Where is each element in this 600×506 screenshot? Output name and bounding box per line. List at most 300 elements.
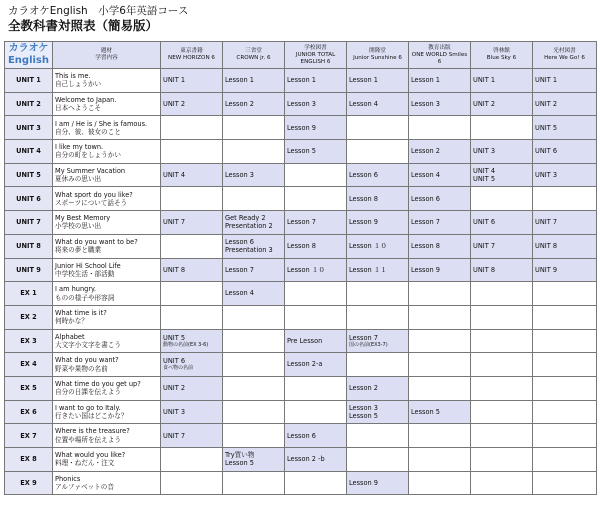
lesson-label: UNIT 3	[473, 147, 496, 156]
lesson-label: Lesson 1	[287, 76, 316, 85]
table-row	[5, 376, 597, 400]
lesson-label: Lesson 9	[349, 478, 378, 487]
lesson-cell	[223, 69, 285, 93]
logo-bottom: English	[7, 55, 50, 66]
lesson-label: Lesson 4	[411, 170, 440, 179]
lesson-label: Lesson １１	[349, 265, 387, 274]
lesson-cell	[471, 400, 533, 424]
topic-cell	[53, 424, 161, 448]
topic-english: What time is it?	[55, 309, 107, 318]
lesson-label: UNIT 8	[473, 265, 496, 274]
lesson-label: UNIT 2	[473, 99, 496, 108]
topic-japanese: 自分の町をしょうかい	[55, 151, 121, 160]
content-label: 学習内容	[95, 55, 118, 61]
table-row	[5, 282, 597, 306]
lesson-label: UNIT 4	[163, 170, 186, 179]
topic-english: I am / He is / She is famous.	[55, 119, 148, 128]
lesson-label: UNIT 1	[473, 76, 496, 85]
lesson-cell	[533, 471, 597, 495]
lesson-cell	[533, 376, 597, 400]
lesson-cell	[161, 424, 223, 448]
lesson-label: UNIT 6	[163, 357, 186, 366]
topic-japanese: 位置や場所を伝えよう	[55, 435, 121, 444]
lesson-cell	[223, 211, 285, 235]
lesson-cell	[533, 234, 597, 258]
lesson-label: Lesson 3	[225, 170, 254, 179]
lesson-cell	[471, 329, 533, 353]
topic-cell	[53, 305, 161, 329]
lesson-cell	[161, 163, 223, 187]
topic-cell	[53, 211, 161, 235]
lesson-cell	[347, 448, 409, 472]
lesson-label: UNIT 6	[473, 218, 496, 227]
lesson-cell	[409, 211, 471, 235]
table-row	[5, 353, 597, 377]
lesson-cell	[409, 400, 471, 424]
topic-japanese: 日本へようこそ	[55, 104, 102, 113]
topic-english: What do you want to be?	[55, 237, 138, 246]
topic-japanese: 将来の夢と職業	[55, 246, 102, 255]
lesson-cell	[471, 448, 533, 472]
lesson-cell	[223, 140, 285, 164]
lesson-label: Lesson １０	[349, 242, 387, 251]
lesson-cell	[471, 282, 533, 306]
lesson-cell	[533, 92, 597, 116]
lesson-cell	[223, 163, 285, 187]
publisher-name: 教育出版	[428, 44, 451, 51]
lesson-label: Lesson 9	[411, 265, 440, 274]
lesson-cell	[223, 329, 285, 353]
lesson-cell	[161, 353, 223, 377]
lesson-label: Lesson 8	[349, 194, 378, 203]
lesson-label: Lesson 1	[225, 76, 254, 85]
lesson-label: UNIT 4	[473, 166, 496, 175]
table-row	[5, 92, 597, 116]
lesson-label: Lesson 5	[225, 459, 254, 468]
lesson-cell	[471, 353, 533, 377]
table-row	[5, 305, 597, 329]
lesson-cell	[471, 424, 533, 448]
lesson-cell	[347, 69, 409, 93]
lesson-cell	[409, 376, 471, 400]
publisher-header	[347, 42, 409, 69]
lesson-cell	[409, 234, 471, 258]
unit-id: EX 5	[5, 376, 53, 400]
karaoke-english-logo	[5, 42, 53, 69]
lesson-cell	[409, 329, 471, 353]
lesson-cell	[347, 258, 409, 282]
lesson-cell	[533, 140, 597, 164]
topic-cell	[53, 400, 161, 424]
lesson-cell	[347, 305, 409, 329]
lesson-cell	[409, 305, 471, 329]
table-row	[5, 234, 597, 258]
publisher-header	[223, 42, 285, 69]
table-row	[5, 448, 597, 472]
lesson-label: Lesson 9	[287, 123, 316, 132]
lesson-cell	[347, 424, 409, 448]
lesson-cell	[285, 471, 347, 495]
lesson-cell	[347, 400, 409, 424]
lesson-label: UNIT 1	[163, 76, 186, 85]
topic-english: Where is the treasure?	[55, 427, 130, 436]
lesson-cell	[285, 116, 347, 140]
lesson-label: Try買い物	[225, 451, 255, 460]
topic-japanese: 小学校の思い出	[55, 222, 102, 231]
topic-english: Alphabet	[55, 332, 85, 341]
lesson-label: Lesson 7	[349, 333, 378, 342]
topic-japanese: 自分、彼、彼女のこと	[55, 127, 121, 136]
lesson-label: UNIT 7	[163, 431, 186, 440]
publisher-name: 啓林館	[493, 48, 510, 54]
unit-id: EX 8	[5, 448, 53, 472]
lesson-label: UNIT 3	[163, 407, 186, 416]
lesson-label: Lesson 2-a	[287, 360, 323, 369]
lesson-label: Lesson 2 -b	[287, 455, 325, 464]
lesson-cell	[471, 116, 533, 140]
lesson-cell	[285, 258, 347, 282]
publisher-name: 三省堂	[245, 48, 262, 54]
lesson-label: UNIT 6	[535, 147, 558, 156]
lesson-cell	[347, 471, 409, 495]
topic-japanese: ものの様子や形容詞	[55, 293, 115, 302]
topic-english: I want to go to Italy.	[55, 403, 121, 412]
lesson-cell	[223, 400, 285, 424]
lesson-cell	[161, 187, 223, 211]
lesson-cell	[285, 69, 347, 93]
lesson-cell	[409, 258, 471, 282]
header-row	[5, 42, 597, 69]
lesson-cell	[161, 234, 223, 258]
lesson-label: UNIT 5	[163, 333, 186, 342]
lesson-cell	[471, 258, 533, 282]
lesson-cell	[347, 234, 409, 258]
lesson-cell	[285, 353, 347, 377]
unit-id: UNIT 8	[5, 234, 53, 258]
publisher-name: 東京書籍	[180, 48, 203, 54]
lesson-cell	[161, 282, 223, 306]
lesson-cell	[409, 353, 471, 377]
lesson-cell	[161, 140, 223, 164]
lesson-cell	[533, 329, 597, 353]
topic-cell	[53, 353, 161, 377]
topic-cell	[53, 187, 161, 211]
lesson-cell	[285, 140, 347, 164]
lesson-cell	[471, 69, 533, 93]
lesson-cell	[285, 234, 347, 258]
unit-id: UNIT 2	[5, 92, 53, 116]
topic-cell	[53, 258, 161, 282]
unit-id: UNIT 7	[5, 211, 53, 235]
lesson-cell	[347, 92, 409, 116]
unit-id: EX 3	[5, 329, 53, 353]
topic-english: I like my town.	[55, 143, 104, 152]
unit-id: EX 9	[5, 471, 53, 495]
lesson-cell	[223, 471, 285, 495]
lesson-label: Lesson 1	[411, 76, 440, 85]
lesson-cell	[533, 448, 597, 472]
lesson-cell	[471, 211, 533, 235]
lesson-cell	[223, 353, 285, 377]
lesson-label: Lesson 7	[411, 218, 440, 227]
topic-japanese: 大文字小文字を書こう	[55, 340, 121, 349]
lesson-cell	[223, 187, 285, 211]
lesson-label: Lesson 8	[287, 242, 316, 251]
lesson-cell	[409, 116, 471, 140]
topic-english: Welcome to Japan.	[55, 95, 117, 104]
lesson-cell	[471, 234, 533, 258]
lesson-label: Lesson 8	[411, 242, 440, 251]
unit-id: EX 4	[5, 353, 53, 377]
lesson-label: Lesson 7	[225, 265, 254, 274]
topic-english: What sport do you like?	[55, 190, 133, 199]
lesson-cell	[285, 448, 347, 472]
lesson-label: UNIT 2	[163, 384, 186, 393]
lesson-cell	[409, 140, 471, 164]
lesson-label: Lesson 4	[225, 289, 254, 298]
lesson-cell	[471, 140, 533, 164]
lesson-label: Lesson 3	[349, 403, 378, 412]
topic-english: My Best Memory	[55, 214, 111, 223]
lesson-label: Lesson 5	[411, 407, 440, 416]
lesson-cell	[223, 376, 285, 400]
topic-japanese: 何時かな？	[55, 317, 88, 326]
lesson-cell	[533, 400, 597, 424]
lesson-cell	[409, 69, 471, 93]
table-row	[5, 69, 597, 93]
lesson-cell	[223, 258, 285, 282]
lesson-cell	[223, 305, 285, 329]
lesson-label: Presentation 2	[225, 222, 273, 231]
textbook-name: Here We Go! 6	[544, 55, 585, 61]
topic-japanese: スポーツについて話そう	[55, 198, 128, 207]
lesson-label: UNIT 5	[473, 175, 496, 184]
lesson-label: Lesson 6	[349, 170, 378, 179]
lesson-cell	[471, 305, 533, 329]
lesson-cell	[347, 140, 409, 164]
lesson-cell	[409, 448, 471, 472]
lesson-label: UNIT 2	[535, 99, 558, 108]
lesson-cell	[409, 92, 471, 116]
unit-id: UNIT 4	[5, 140, 53, 164]
topic-cell	[53, 234, 161, 258]
lesson-cell	[533, 211, 597, 235]
lesson-cell	[347, 282, 409, 306]
lesson-label: UNIT 8	[163, 265, 186, 274]
topic-english: What do you want?	[55, 356, 119, 365]
lesson-cell	[161, 258, 223, 282]
topic-english: This is me.	[55, 72, 91, 81]
lesson-cell	[161, 471, 223, 495]
unit-id: EX 2	[5, 305, 53, 329]
topic-japanese: 行きたい国はどこかな？	[55, 411, 128, 420]
lesson-cell	[471, 163, 533, 187]
lesson-label: Lesson 3	[411, 99, 440, 108]
unit-id: EX 6	[5, 400, 53, 424]
lesson-cell	[285, 376, 347, 400]
textbook-name: CROWN jr. 6	[236, 55, 271, 61]
table-row	[5, 211, 597, 235]
lesson-label: UNIT 1	[535, 76, 558, 85]
table-row	[5, 163, 597, 187]
lesson-cell	[471, 376, 533, 400]
topic-japanese: アルファベットの音	[55, 483, 114, 492]
publisher-name: 光村図書	[553, 48, 576, 54]
lesson-cell	[409, 282, 471, 306]
lesson-cell	[347, 187, 409, 211]
topic-english: What time do you get up?	[55, 380, 141, 389]
unit-id: UNIT 1	[5, 69, 53, 93]
table-row	[5, 424, 597, 448]
lesson-cell	[285, 187, 347, 211]
unit-id: EX 7	[5, 424, 53, 448]
topic-japanese: 夏休みの思い出	[55, 175, 102, 184]
lesson-cell	[223, 424, 285, 448]
topic-english: My Summer Vacation	[55, 166, 126, 175]
lesson-label: UNIT 8	[535, 242, 558, 251]
lesson-cell	[285, 305, 347, 329]
lesson-cell	[533, 424, 597, 448]
lesson-cell	[471, 187, 533, 211]
table-row	[5, 329, 597, 353]
lesson-cell	[285, 211, 347, 235]
lesson-cell	[533, 305, 597, 329]
lesson-label: UNIT 9	[535, 265, 558, 274]
table-row	[5, 187, 597, 211]
lesson-cell	[409, 163, 471, 187]
textbook-name: JUNIOR TOTAL ENGLISH 6	[295, 51, 336, 65]
lesson-cell	[471, 471, 533, 495]
table-row	[5, 258, 597, 282]
lesson-label: UNIT 5	[535, 123, 558, 132]
lesson-cell	[161, 116, 223, 140]
material-label: 題材	[100, 48, 113, 54]
lesson-cell	[161, 329, 223, 353]
lesson-cell	[161, 376, 223, 400]
lesson-cell	[347, 353, 409, 377]
lesson-cell	[161, 400, 223, 424]
lesson-cell	[285, 282, 347, 306]
lesson-label: Lesson 7	[287, 218, 316, 227]
lesson-cell	[161, 92, 223, 116]
topic-cell	[53, 92, 161, 116]
lesson-label: Lesson 5	[287, 147, 316, 156]
topic-cell	[53, 140, 161, 164]
lesson-cell	[471, 92, 533, 116]
lesson-cell	[409, 471, 471, 495]
lesson-label: Pre Lesson	[287, 336, 323, 345]
lesson-cell	[161, 448, 223, 472]
lesson-label: Lesson 6	[287, 431, 316, 440]
topic-cell	[53, 116, 161, 140]
lesson-label: Lesson 3	[287, 99, 316, 108]
lesson-label: Lesson 4	[349, 99, 378, 108]
lesson-cell	[347, 211, 409, 235]
page-title: 全教科書対照表（簡易版）	[8, 18, 159, 33]
lesson-label: UNIT 7	[535, 218, 558, 227]
lesson-label: Lesson 2	[411, 147, 440, 156]
lesson-cell	[285, 400, 347, 424]
lesson-cell	[161, 305, 223, 329]
lesson-cell	[533, 353, 597, 377]
topic-japanese: 料理・ねだん・注文	[55, 459, 115, 468]
topic-cell	[53, 282, 161, 306]
lesson-label: Lesson 6	[225, 237, 254, 246]
unit-id: UNIT 3	[5, 116, 53, 140]
lesson-cell	[285, 424, 347, 448]
lesson-label: UNIT 3	[535, 170, 558, 179]
lesson-cell	[533, 163, 597, 187]
textbook-comparison-table	[4, 41, 597, 495]
lesson-cell	[533, 116, 597, 140]
lesson-label: UNIT 7	[163, 218, 186, 227]
lesson-label: Lesson 1	[349, 76, 378, 85]
lesson-cell	[161, 69, 223, 93]
lesson-label: 国の名前(EX3-7)	[349, 341, 388, 348]
lesson-cell	[161, 211, 223, 235]
table-row	[5, 400, 597, 424]
lesson-label: UNIT 7	[473, 242, 496, 251]
lesson-label: Lesson 2	[349, 384, 378, 393]
textbook-name: Blue Sky 6	[486, 55, 517, 61]
lesson-label: Lesson １０	[287, 265, 325, 274]
lesson-label: 動物の名前(EX 3-6)	[163, 341, 209, 348]
textbook-name: Junior Sunshine 6	[353, 55, 402, 61]
topic-english: Junior Hi School Life	[55, 261, 121, 270]
lesson-label: Get Ready 2	[225, 214, 266, 223]
lesson-cell	[223, 234, 285, 258]
topic-japanese: 自分の日課を伝えよう	[55, 388, 121, 397]
topic-cell	[53, 69, 161, 93]
lesson-cell	[533, 187, 597, 211]
topic-japanese: 野菜や果物の名前	[55, 364, 108, 373]
publisher-header	[409, 42, 471, 69]
lesson-label: UNIT 2	[163, 99, 186, 108]
textbook-name: ONE WORLD Smiles 6	[411, 51, 468, 65]
lesson-label: Lesson 5	[349, 411, 378, 420]
publisher-header	[533, 42, 597, 69]
publisher-header	[285, 42, 347, 69]
topic-japanese: 中学校生活・部活動	[55, 269, 115, 278]
lesson-cell	[409, 424, 471, 448]
table-row	[5, 471, 597, 495]
lesson-cell	[347, 376, 409, 400]
lesson-label: Lesson 6	[411, 194, 440, 203]
lesson-cell	[347, 329, 409, 353]
publisher-name: 開隆堂	[369, 48, 386, 54]
lesson-label: Lesson 2	[225, 99, 254, 108]
topic-english: What would you like?	[55, 451, 126, 460]
topic-english: Phonics	[55, 474, 81, 483]
topic-japanese: 自己しょうかい	[55, 80, 102, 89]
topic-english: I am hungry.	[55, 285, 97, 294]
logo-top: カラオケ	[8, 43, 49, 54]
lesson-cell	[347, 163, 409, 187]
unit-id: UNIT 6	[5, 187, 53, 211]
publisher-name: 学校図書	[304, 44, 327, 51]
topic-cell	[53, 163, 161, 187]
lesson-cell	[285, 92, 347, 116]
lesson-cell	[223, 448, 285, 472]
lesson-label: 食べ物の名前	[163, 365, 194, 372]
topic-cell	[53, 471, 161, 495]
lesson-cell	[285, 163, 347, 187]
unit-id: UNIT 9	[5, 258, 53, 282]
unit-id: EX 1	[5, 282, 53, 306]
topic-cell	[53, 448, 161, 472]
lesson-label: Lesson 9	[349, 218, 378, 227]
lesson-cell	[533, 282, 597, 306]
